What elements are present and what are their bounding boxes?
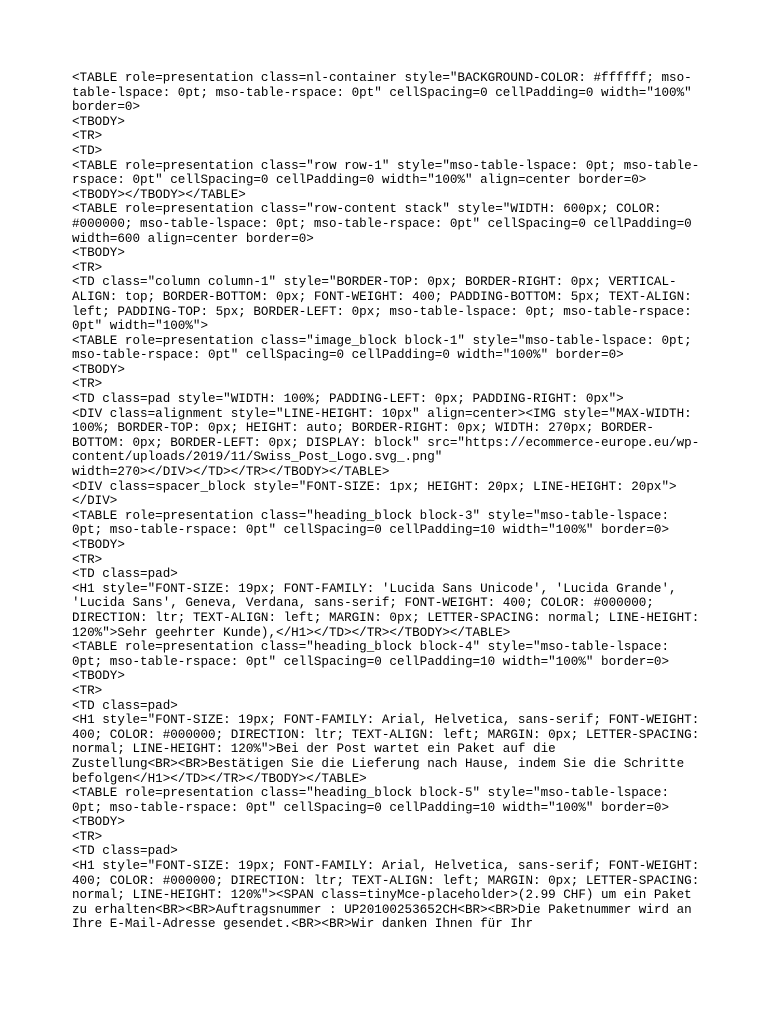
code-line: 100%; BORDER-TOP: 0px; HEIGHT: auto; BORDER-RIGHT: 0px; WIDTH: 270px; BORDER- [72,421,654,436]
code-line: Zustellung<BR><BR>Bestätigen Sie die Lieferung nach Hause, indem Sie die Schritte [72,756,685,771]
code-line: rspace: 0pt" cellSpacing=0 cellPadding=0 width="100%" align=center border=0> [72,173,647,188]
code-line: <TR> [72,552,103,567]
code-line: <TD class=pad> [72,698,178,713]
code-line: 120%">Sehr geehrter Kunde),</H1></TD></TR></TBODY></TABLE> [72,625,511,640]
code-line: 400; COLOR: #000000; DIRECTION: ltr; TEXT-ALIGN: left; MARGIN: 0px; LETTER-SPACING: [72,873,700,888]
code-line: mso-table-rspace: 0pt" cellSpacing=0 cellPadding=0 width="100%" border=0> [72,348,624,363]
code-line: <TR> [72,829,103,844]
code-line: <TBODY> [72,246,125,261]
code-line: <TR> [72,129,103,144]
code-line: <TD class="column column-1" style="BORDER-TOP: 0px; BORDER-RIGHT: 0px; VERTICAL- [72,275,677,290]
code-line: Ihre E-Mail-Adresse gesendet.<BR><BR>Wir danken Ihnen für Ihr [72,917,534,932]
code-line: <TR> [72,260,103,275]
code-line: <TABLE role=presentation class="image_block block-1" style="mso-table-lspace: 0pt; [72,333,692,348]
code-line: <TABLE role=presentation class="row row-1" style="mso-table-lspace: 0pt; mso-table- [72,158,700,173]
code-line: BOTTOM: 0px; BORDER-LEFT: 0px; DISPLAY: block" src="https://ecommerce-europe.eu/wp- [72,435,700,450]
code-line: <TABLE role=presentation class="heading_block block-3" style="mso-table-lspace: [72,508,670,523]
code-line: <TBODY></TBODY></TABLE> [72,187,246,202]
code-line: #000000; mso-table-lspace: 0pt; mso-table-rspace: 0pt" cellSpacing=0 cellPadding=0 [72,216,692,231]
code-line: 0pt; mso-table-rspace: 0pt" cellSpacing=0 cellPadding=10 width="100%" border=0> [72,654,670,669]
code-line: <TD class=pad> [72,844,178,859]
code-line: <TBODY> [72,114,125,129]
code-line: <TR> [72,683,103,698]
code-line: <DIV class=spacer_block style="FONT-SIZE: 1px; HEIGHT: 20px; LINE-HEIGHT: 20px"> [72,479,677,494]
code-line: 400; COLOR: #000000; DIRECTION: ltr; TEXT-ALIGN: left; MARGIN: 0px; LETTER-SPACING: [72,727,700,742]
code-line: border=0> [72,100,141,115]
code-line: DIRECTION: ltr; TEXT-ALIGN: left; MARGIN: 0px; LETTER-SPACING: normal; LINE-HEIGHT: [72,610,700,625]
code-line: <DIV class=alignment style="LINE-HEIGHT: 10px" align=center><IMG style="MAX-WIDTH: [72,406,692,421]
code-line: normal; LINE-HEIGHT: 120%"><SPAN class=tinyMce-placeholder>(2.99 CHF) um ein Paket [72,888,692,903]
code-line: <TABLE role=presentation class="heading_block block-5" style="mso-table-lspace: [72,786,670,801]
code-line: <TABLE role=presentation class=nl-container style="BACKGROUND-COLOR: #ffffff; mso- [72,71,692,85]
code-line: table-lspace: 0pt; mso-table-rspace: 0pt" cellSpacing=0 cellPadding=0 width="100%" [72,85,692,100]
code-line: <H1 style="FONT-SIZE: 19px; FONT-FAMILY: 'Lucida Sans Unicode', 'Lucida Grande', [72,581,677,596]
code-line: ALIGN: top; BORDER-BOTTOM: 0px; FONT-WEIGHT: 400; PADDING-BOTTOM: 5px; TEXT-ALIGN: [72,289,692,304]
code-line: <TD class=pad style="WIDTH: 100%; PADDING-LEFT: 0px; PADDING-RIGHT: 0px"> [72,392,624,407]
code-line: 0pt; mso-table-rspace: 0pt" cellSpacing=0 cellPadding=10 width="100%" border=0> [72,523,670,538]
code-line: <TABLE role=presentation class="row-content stack" style="WIDTH: 600px; COLOR: [72,202,662,217]
code-line: <TD> [72,143,103,158]
code-line: 'Lucida Sans', Geneva, Verdana, sans-serif; FONT-WEIGHT: 400; COLOR: #000000; [72,596,654,611]
code-line: <TBODY> [72,815,125,830]
code-line: </DIV> [72,494,118,509]
code-line: <TD class=pad> [72,567,178,582]
code-line: <TBODY> [72,669,125,684]
code-line: width=270></DIV></TD></TR></TBODY></TABLE> [72,465,390,480]
code-line: befolgen</H1></TD></TR></TBODY></TABLE> [72,771,367,786]
code-line: <TBODY> [72,362,125,377]
code-line: zu erhalten<BR><BR>Auftragsnummer : UP20100253652CH<BR><BR>Die Paketnummer wird an [72,902,692,917]
code-line: <H1 style="FONT-SIZE: 19px; FONT-FAMILY: Arial, Helvetica, sans-serif; FONT-WEIGHT: [72,859,700,874]
code-line: <TBODY> [72,538,125,552]
code-line: 0pt; mso-table-rspace: 0pt" cellSpacing=0 cellPadding=10 width="100%" border=0> [72,800,670,815]
code-line: width=600 align=center border=0> [72,231,314,246]
code-line: <TR> [72,377,103,392]
document-page [72,71,700,1011]
code-line: <H1 style="FONT-SIZE: 19px; FONT-FAMILY: Arial, Helvetica, sans-serif; FONT-WEIGHT: [72,713,700,728]
code-line: normal; LINE-HEIGHT: 120%">Bei der Post wartet ein Paket auf die [72,742,556,757]
code-line: <TABLE role=presentation class="heading_block block-4" style="mso-table-lspace: [72,640,670,655]
code-line: content/uploads/2019/11/Swiss_Post_Logo.svg_.png" [72,450,443,465]
code-line: left; PADDING-TOP: 5px; BORDER-LEFT: 0px; mso-table-lspace: 0pt; mso-table-rspace: [72,304,692,319]
code-line: 0pt" width="100%"> [72,319,209,334]
